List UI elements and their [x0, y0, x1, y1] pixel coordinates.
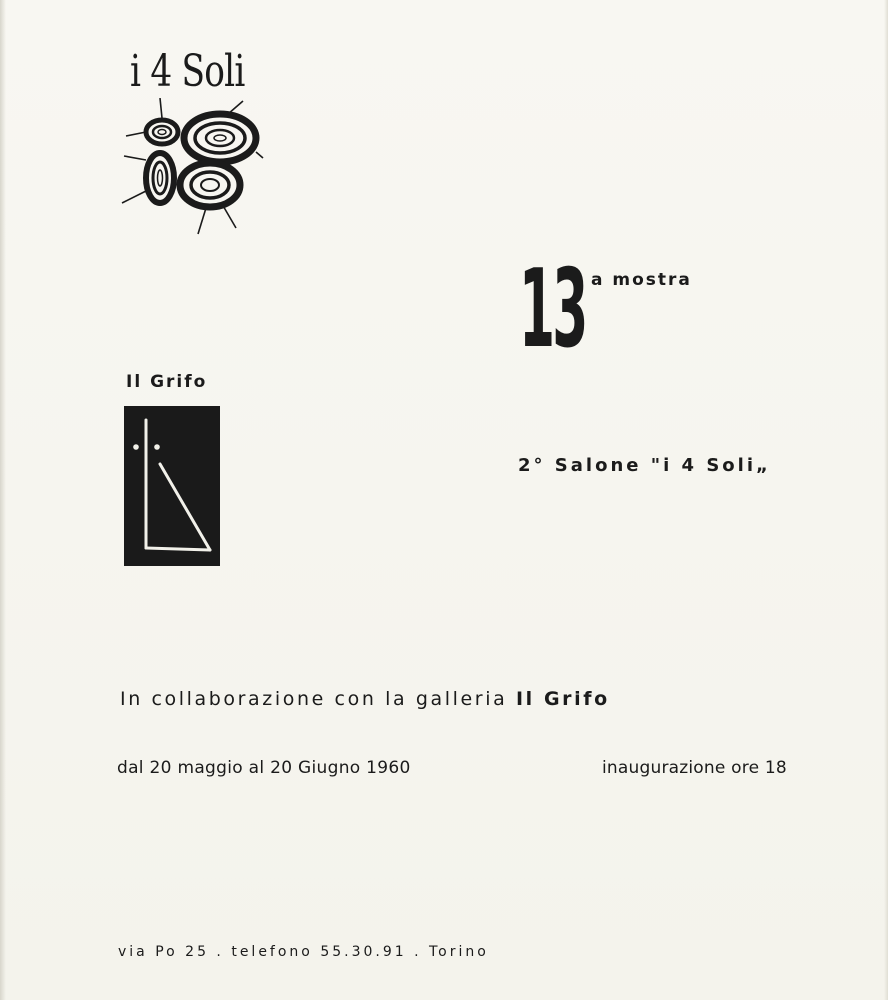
- exhibition-number-suffix: a mostra: [591, 270, 692, 290]
- page-edge-left: [0, 0, 6, 1000]
- gallery-address: via Po 25 . telefono 55.30.91 . Torino: [118, 944, 489, 960]
- page-edge-right: [884, 0, 888, 1000]
- il-grifo-logo-icon: [124, 406, 220, 566]
- exhibition-dates: dal 20 maggio al 20 Giugno 1960: [117, 758, 411, 778]
- collaboration-text: In collaborazione con la galleria: [120, 688, 508, 710]
- gallery-name: Il Grifo: [126, 372, 208, 392]
- opening-time: inaugurazione ore 18: [602, 758, 787, 778]
- logo-title: i 4 Soli: [130, 46, 245, 97]
- collaboration-line: [120, 688, 610, 710]
- exhibition-number: 13: [519, 247, 586, 372]
- four-suns-logo-icon: [118, 98, 268, 238]
- salon-title: 2° Salone "i 4 Soli„: [518, 455, 771, 476]
- collaboration-gallery-name: Il Grifo: [515, 688, 610, 710]
